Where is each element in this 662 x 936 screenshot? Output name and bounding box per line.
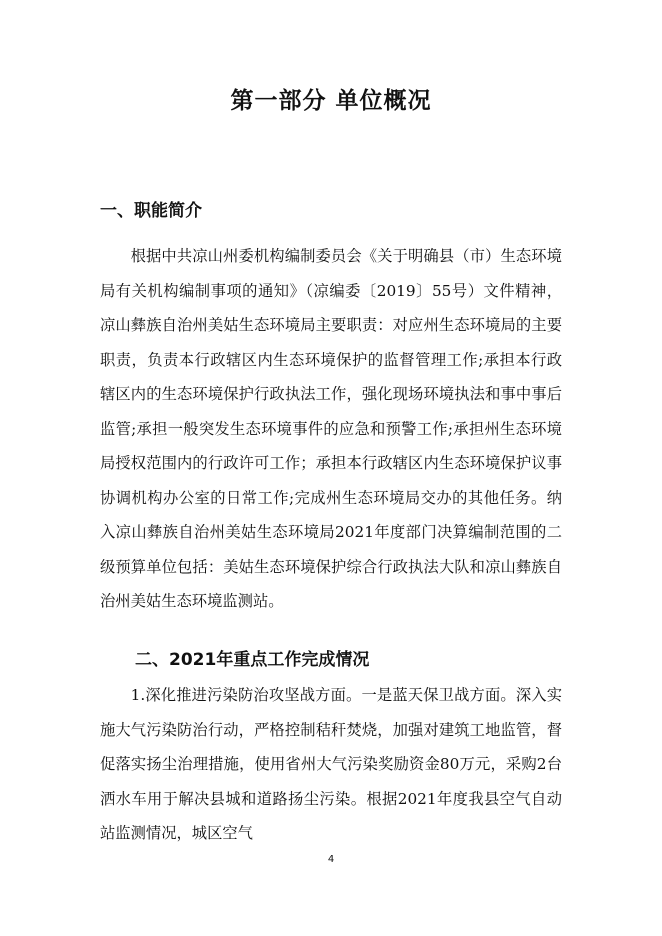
key-work-paragraph: 1.深化推进污染防治攻坚战方面。一是蓝天保卫战方面。深入实施大气污染防治行动，严格控制秸秆焚烧，加强对建筑工地监管，督促落实扬尘治理措施，使用省州大气污染奖励资金80万元，采购2台洒水车用于解决县城和道路扬尘污染。根据2021年度我县空气自动站监测情况，城区空气 [100, 686, 562, 842]
page-number: 4 [327, 854, 335, 865]
functions-paragraph: 根据中共凉山州委机构编制委员会《关于明确县（市）生态环境局有关机构编制事项的通知》（凉编委〔2019〕55号）文件精神，凉山彝族自治州美姑生态环境局主要职责：对应州生态环境局的主要职责，负责本行政辖区内生态环境保护的监督管理工作;承担本行政辖区内的生态环境保护行政执法工作，强化现场环境执法和事中事后监管;承担一般突发生态环境事件的应急和预警工作;承担州生态环境局授权范围内的行政许可工作；承担本行政辖区内生态环境保护议事协调机构办公室的日常工作;完成州生态环境局交办的其他任务。纳入凉山彝族自治州美姑生态环境局2021年度部门决算编制范围的二级预算单位包括：美姑生态环境保护综合行政执法大队和凉山彝族自治州美姑生态环境监测站。 [100, 247, 562, 610]
section-heading-functions: 一、职能简介 [100, 201, 202, 221]
page-title: 第一部分 单位概况 [230, 88, 432, 114]
section-heading-key-work: 二、2021年重点工作完成情况 [135, 650, 370, 670]
